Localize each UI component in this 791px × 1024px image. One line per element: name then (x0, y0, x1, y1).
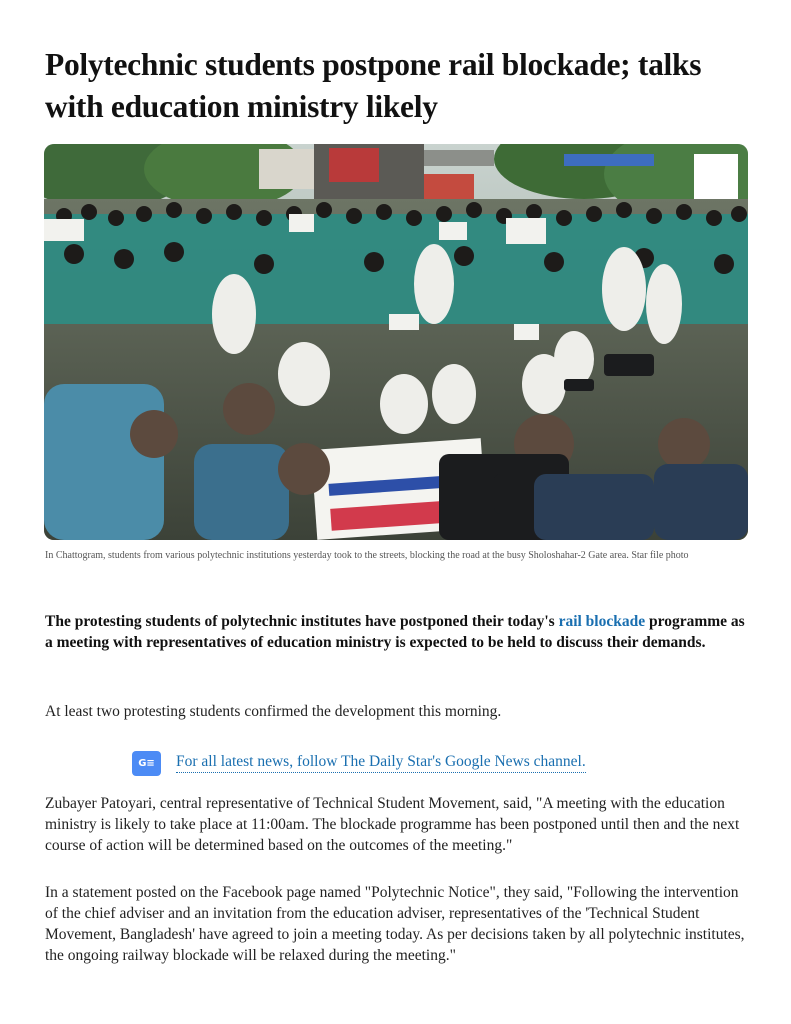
google-news-promo[interactable] (132, 748, 586, 778)
photo-caption: In Chattogram, students from various polytechnic institutions yesterday took to the streets, blocking the road at the busy Sholoshahar-2 Gate area. Star file photo (45, 550, 689, 561)
rail-blockade-link[interactable]: rail blockade (558, 613, 646, 630)
article-photo[interactable] (44, 144, 748, 540)
google-news-icon: G≡ (132, 751, 161, 776)
article-lede (45, 611, 750, 653)
google-news-link[interactable]: For all latest news, follow The Daily Star's Google News channel. (176, 753, 586, 773)
article-headline: Polytechnic students postpone rail blockade; talks with education ministry likely (45, 47, 702, 124)
lede-text-start: The protesting students of polytechnic institutes have postponed their today's (45, 613, 559, 630)
paragraph-2: Zubayer Patoyari, central representative of Technical Student Movement, said, "A meeting with the education ministry is likely to take place at 11:00am. The blockade programme has been postponed until then and the next course of action will be determined based on the outcomes of the meeting." (45, 795, 740, 854)
paragraph-1: At least two protesting students confirmed the development this morning. (45, 703, 502, 720)
lede-text-end: programme as a meeting with representatives of education ministry is expected to be held to discuss their demands. (45, 613, 745, 651)
protest-photo-illustration (44, 144, 748, 540)
paragraph-3: In a statement posted on the Facebook page named "Polytechnic Notice", they said, "Following the intervention of the chief adviser and an invitation from the education adviser, representatives of the 'Technical Student Movement, Bangladesh' have agreed to join a meeting today. As per decisions taken by all polytechnic institutes, the ongoing railway blockade will be relaxed during the meeting." (45, 884, 745, 964)
